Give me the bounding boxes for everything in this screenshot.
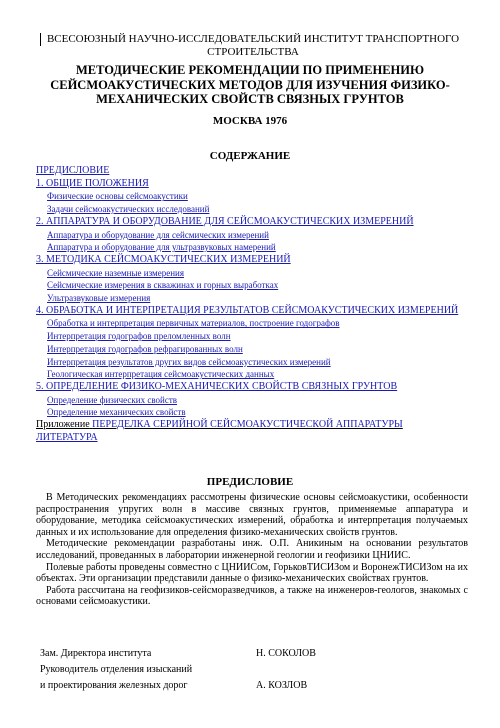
document-title: МЕТОДИЧЕСКИЕ РЕКОМЕНДАЦИИ ПО ПРИМЕНЕНИЮ СЕЙСМОАКУСТИЧЕСКИХ МЕТОДОВ ДЛЯ ИЗУЧЕНИЯ ФИЗИКО-МЕХАНИЧЕСКИХ СВОЙСТВ СВЯЗНЫХ ГРУНТОВ — [50, 63, 450, 106]
toc-link-section-5[interactable]: 5. ОПРЕДЕЛЕНИЕ ФИЗИКО-МЕХАНИЧЕСКИХ СВОЙСТВ СВЯЗНЫХ ГРУНТОВ — [36, 380, 398, 392]
toc-link-subsection[interactable]: Сейсмические наземные измерения — [47, 267, 184, 278]
toc-link-section-1[interactable]: 1. ОБЩИЕ ПОЛОЖЕНИЯ — [36, 177, 149, 189]
preface-paragraph: Методические рекомендации разработаны инж. О.П. Аникиным на основании результатов исследований, проведанных в лаборатории инженерной геологии и геофизики ЦНИИС. — [36, 538, 468, 561]
toc-link-subsection[interactable]: Определение физических свойств — [47, 394, 178, 405]
toc-link-appendix[interactable]: ПЕРЕДЕЛКА СЕРИЙНОЙ СЕЙСМОАКУСТИЧЕСКОЙ АППАРАТУРЫ — [92, 419, 403, 431]
preface-paragraph: В Методических рекомендациях рассмотрены физические основы сейсмоакустики, особенности распространения упругих волн в массиве связных грунтов, применяемые аппаратура и оборудование, методика сейсмоакустических измерений, обработка и интерпретация получаемых данных и их использование для определения физико-механических свойств грунтов. — [36, 492, 468, 538]
toc-link-section-3[interactable]: 3. МЕТОДИКА СЕЙСМОАКУСТИЧЕСКИХ ИЗМЕРЕНИЙ — [36, 253, 291, 265]
toc-link-preface[interactable]: ПРЕДИСЛОВИЕ — [36, 165, 110, 176]
toc-appendix-line — [36, 419, 476, 432]
toc-link-subsection[interactable]: Задачи сейсмоакустических исследований — [47, 204, 210, 215]
toc-link-section-2[interactable]: 2. АППАРАТУРА И ОБОРУДОВАНИЕ ДЛЯ СЕЙСМОАКУСТИЧЕСКИХ ИЗМЕРЕНИЙ — [36, 215, 414, 227]
preface-heading: ПРЕДИСЛОВИЕ — [206, 476, 294, 488]
toc-link-subsection[interactable]: Аппаратура и оборудование для ультразвуковых намерений — [47, 242, 276, 253]
toc-heading: СОДЕРЖАНИЕ — [209, 150, 291, 162]
deputy-director-label: Зам. Директора института — [40, 648, 152, 659]
preface-body — [36, 492, 468, 608]
toc-link-subsection[interactable]: Аппаратура и оборудование для сейсмических измерений — [47, 229, 269, 240]
toc-link-subsection[interactable]: Интерпретация результатов других видов сейсмоакустических измерений — [47, 356, 331, 367]
preface-paragraph: Полевые работы проведены совместно с ЦНИИСом, ГорьковТИСИЗом и ВоронежТИСИЗом на их объектах. Эти организации представили данные о физико-механических свойствах грунтов. — [36, 561, 468, 585]
toc-link-subsection[interactable]: Интерпретация годографов преломленных волн — [47, 331, 231, 342]
city-year: МОСКВА 1976 — [212, 115, 288, 127]
toc-link-subsection[interactable]: Ультразвуковые измерения — [47, 293, 151, 304]
toc-link-subsection[interactable]: Интерпретация годографов рефрагированных волн — [47, 343, 243, 354]
department-head-label: и проектирования железных дорог — [40, 680, 188, 691]
table-of-contents — [36, 165, 476, 444]
toc-link-section-4[interactable]: 4. ОБРАБОТКА И ИНТЕРПРЕТАЦИЯ РЕЗУЛЬТАТОВ СЕЙСМОАКУСТИЧЕСКИХ ИЗМЕРЕНИЙ — [36, 304, 459, 316]
toc-link-subsection[interactable]: Физические основы сейсмоакустики — [47, 191, 188, 202]
toc-appendix-prefix: Приложение — [36, 419, 90, 431]
toc-link-subsection[interactable]: Обработка и интерпретация первичных материалов, построение годографов — [47, 318, 340, 329]
preface-paragraph: Работа рассчитана на геофизиков-сейсморазведчиков, а также на инженеров-геологов, знакомых с основами сейсмоакустики. — [36, 584, 468, 608]
toc-link-literature[interactable]: ЛИТЕРАТУРА — [36, 431, 98, 443]
department-head-label: Руководитель отделения изысканий — [40, 664, 193, 675]
department-head-name: А. КОЗЛОВ — [256, 680, 308, 691]
toc-link-subsection[interactable]: Определение механических свойств — [47, 407, 186, 418]
toc-link-subsection[interactable]: Геологическая интерпретация сейсмоакустических данных — [47, 369, 275, 380]
toc-link-subsection[interactable]: Сейсмические измерения в скважинах и горных выработках — [47, 280, 279, 291]
deputy-director-name: Н. СОКОЛОВ — [256, 648, 316, 659]
institute-name: ВСЕСОЮЗНЫЙ НАУЧНО-ИССЛЕДОВАТЕЛЬСКИЙ ИНСТИТУТ ТРАНСПОРТНОГО СТРОИТЕЛЬСТВА — [46, 33, 460, 58]
